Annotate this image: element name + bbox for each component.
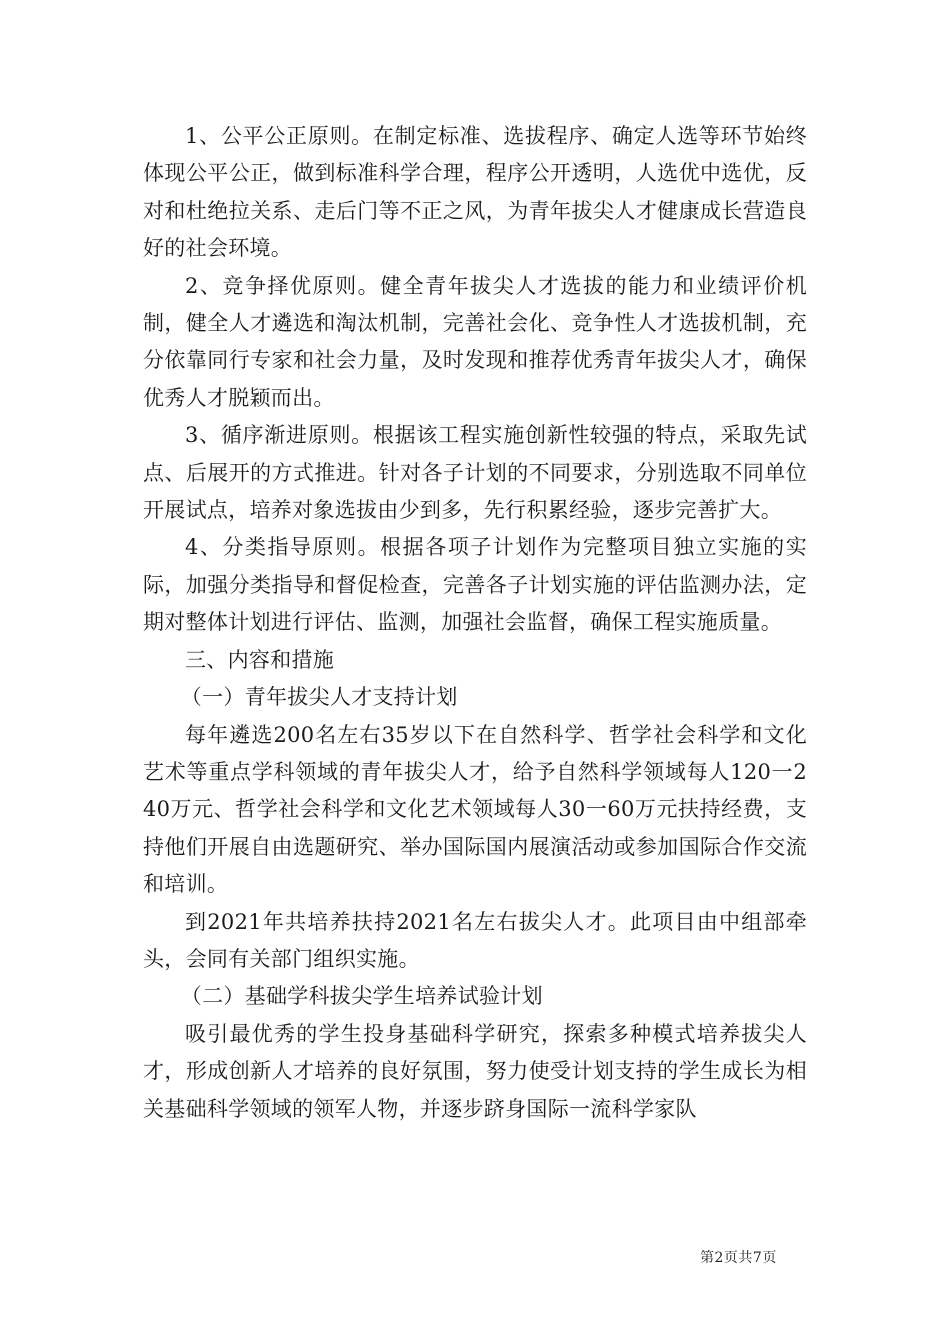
principle-gradual-paragraph: 3、循序渐进原则。根据该工程实施创新性较强的特点，采取先试点、后展开的方式推进。针对各子计划的不同要求，分别选取不同单位开展试点，培养对象选拔由少到多，先行积累经验，逐步完善扩大。 [143, 423, 807, 523]
page-number-footer: 第2页共7页 [700, 1250, 777, 1266]
document-body [143, 118, 807, 1128]
section-heading-content-measures: 三、内容和措施 [185, 647, 335, 672]
basic-discipline-plan-paragraph: 吸引最优秀的学生投身基础科学研究，探索多种模式培养拔尖人才，形成创新人才培养的良好氛围，努力使受计划支持的学生成长为相关基础科学领域的领军人物，并逐步跻身国际一流科学家队 [143, 1021, 807, 1121]
principle-fairness-paragraph: 1、公平公正原则。在制定标准、选拔程序、确定人选等环节始终体现公平公正，做到标准科学合理，程序公开透明，人选优中选优，反对和杜绝拉关系、走后门等不正之风，为青年拔尖人才健康成长营造良好的社会环境。 [143, 124, 807, 261]
subsection-heading-basic-discipline-plan: （二）基础学科拔尖学生培养试验计划 [180, 984, 543, 1009]
training-target-paragraph: 到2021年共培养扶持2021名左右拔尖人才。此项目由中组部牵头，会同有关部门组织实施。 [143, 909, 807, 971]
principle-classified-guidance-paragraph: 4、分类指导原则。根据各项子计划作为完整项目独立实施的实际，加强分类指导和督促检查，完善各子计划实施的评估监测办法，定期对整体计划进行评估、监测，加强社会监督，确保工程实施质量。 [143, 535, 807, 635]
principle-competition-paragraph: 2、竞争择优原则。健全青年拔尖人才选拔的能力和业绩评价机制，健全人才遴选和淘汰机制，完善社会化、竞争性人才选拔机制，充分依靠同行专家和社会力量，及时发现和推荐优秀青年拔尖人才，确保优秀人才脱颖而出。 [143, 273, 807, 410]
youth-talent-plan-paragraph: 每年遴选200名左右35岁以下在自然科学、哲学社会科学和文化艺术等重点学科领域的青年拔尖人才，给予自然科学领域每人120一240万元、哲学社会科学和文化艺术领域每人30一60万元扶持经费，支持他们开展自由选题研究、举办国际国内展演活动或参加国际合作交流和培训。 [143, 722, 807, 897]
subsection-heading-youth-talent-plan: （一）青年拔尖人才支持计划 [180, 685, 458, 710]
